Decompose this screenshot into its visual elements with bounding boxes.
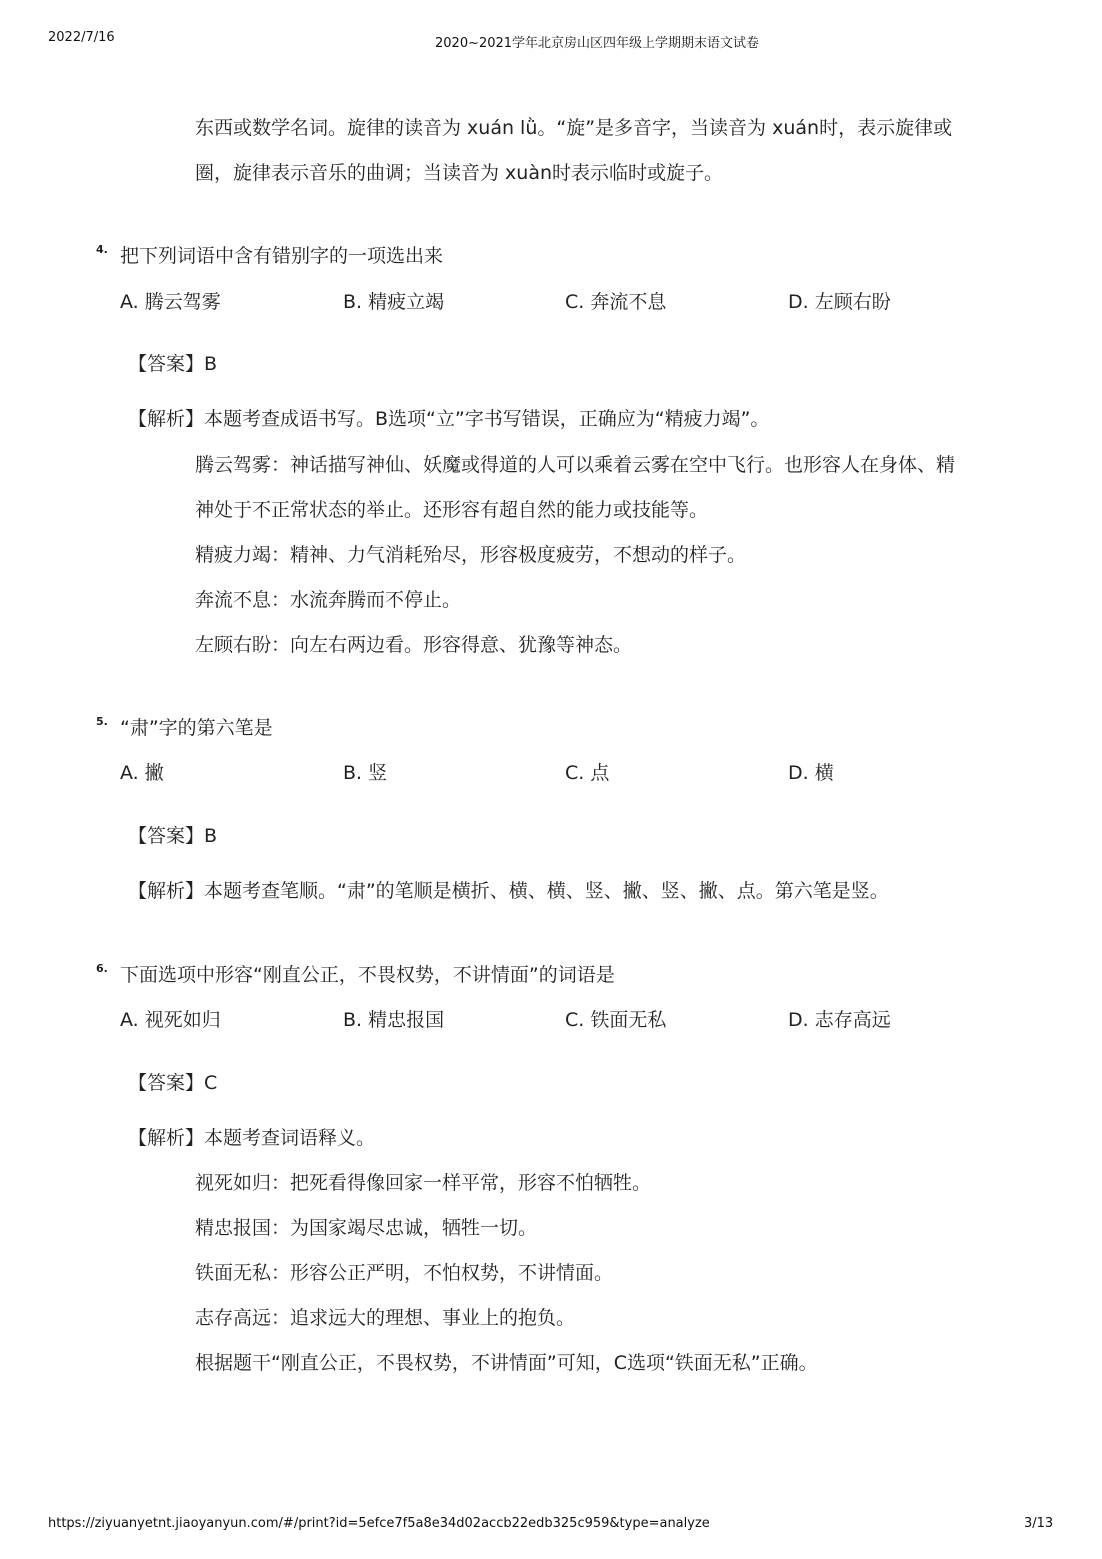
option-a: A. 撇 (120, 762, 164, 784)
analysis-detail: 左顾右盼：向左右两边看。形容得意、犹豫等神态。 (195, 634, 633, 656)
continuation-line: 东西或数学名词。旋律的读音为 xuán lǜ。“旋”是多音字，当读音为 xuán时，表示旋律或 (195, 117, 953, 139)
analysis-detail: 视死如归：把死看得像回家一样平常，形容不怕牺牲。 (195, 1172, 652, 1194)
answer-line: 【答案】B (128, 825, 218, 847)
option-a: A. 腾云驾雾 (120, 291, 221, 313)
option-c: C. 奔流不息 (565, 291, 667, 313)
analysis-line: 【解析】本题考查成语书写。B选项“立”字书写错误，正确应为“精疲力竭”。 (128, 408, 770, 430)
analysis-detail: 奔流不息：水流奔腾而不停止。 (195, 589, 462, 611)
analysis-detail: 精忠报国：为国家竭尽忠诚，牺牲一切。 (195, 1217, 538, 1239)
option-c: C. 点 (565, 762, 610, 784)
option-b: B. 精疲立竭 (343, 291, 445, 313)
answer-line: 【答案】B (128, 353, 218, 375)
question-number: 5. (96, 715, 108, 728)
question-stem: 把下列词语中含有错别字的一项选出来 (120, 245, 444, 267)
analysis-line: 【解析】本题考查笔顺。“肃”的笔顺是横折、横、横、竖、撇、竖、撇、点。第六笔是竖。 (128, 880, 889, 902)
question-stem: 下面选项中形容“刚直公正，不畏权势，不讲情面”的词语是 (120, 964, 615, 986)
option-c: C. 铁面无私 (565, 1009, 667, 1031)
analysis-detail: 铁面无私：形容公正严明，不怕权势，不讲情面。 (195, 1262, 614, 1284)
analysis-detail: 神处于不正常状态的举止。还形容有超自然的能力或技能等。 (195, 499, 709, 521)
analysis-detail: 腾云驾雾：神话描写神仙、妖魔或得道的人可以乘着云雾在空中飞行。也形容人在身体、精 (195, 454, 956, 476)
analysis-line: 【解析】本题考查词语释义。 (128, 1127, 376, 1149)
analysis-detail: 志存高远：追求远大的理想、事业上的抱负。 (195, 1307, 576, 1329)
document-title: 2020~2021学年北京房山区四年级上学期期末语文试卷 (435, 36, 760, 51)
analysis-detail: 精疲力竭：精神、力气消耗殆尽，形容极度疲劳，不想动的样子。 (195, 544, 747, 566)
option-d: D. 志存高远 (788, 1009, 891, 1031)
option-b: B. 精忠报国 (343, 1009, 445, 1031)
option-a: A. 视死如归 (120, 1009, 221, 1031)
question-number: 4. (96, 243, 108, 256)
question-number: 6. (96, 962, 108, 975)
option-b: B. 竖 (343, 762, 388, 784)
option-d: D. 横 (788, 762, 834, 784)
print-date: 2022/7/16 (48, 30, 115, 45)
option-d: D. 左顾右盼 (788, 291, 891, 313)
page-url: https://ziyuanyetnt.jiaoyanyun.com/#/print?id=5efce7f5a8e34d02accb22edb325c959&type=analyze (48, 1516, 710, 1531)
answer-line: 【答案】C (128, 1072, 218, 1094)
analysis-detail: 根据题干“刚直公正，不畏权势，不讲情面”可知，C选项“铁面无私”正确。 (195, 1352, 818, 1374)
continuation-line: 圈，旋律表示音乐的曲调；当读音为 xuàn时表示临时或旋子。 (195, 162, 724, 184)
question-stem: “肃”字的第六笔是 (120, 717, 273, 739)
page-number: 3/13 (1024, 1516, 1054, 1531)
